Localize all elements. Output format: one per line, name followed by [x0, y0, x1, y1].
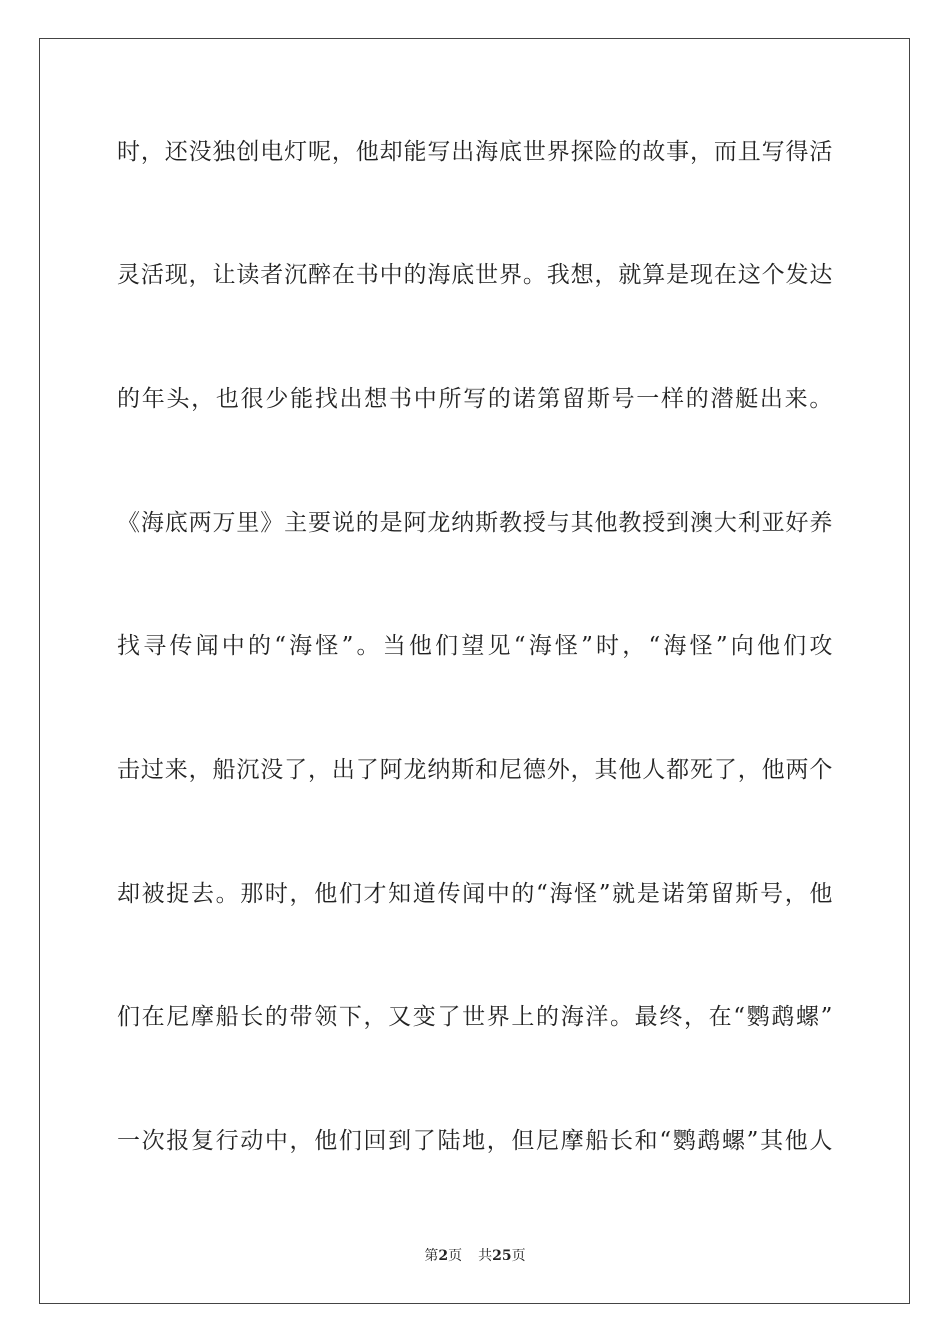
total-suffix: 页	[511, 1248, 526, 1264]
text-line: 找寻传闻中的“海怪”。当他们望见“海怪”时，“海怪”向他们攻	[117, 633, 833, 659]
total-page-count: 25	[492, 1248, 512, 1264]
text-line: 却被捉去。那时，他们才知道传闻中的“海怪”就是诺第留斯号，他	[117, 881, 833, 907]
text-line: 灵活现，让读者沉醉在书中的海底世界。我想，就算是现在这个发达	[117, 262, 833, 288]
total-prefix: 共	[478, 1248, 493, 1264]
current-page-number: 2	[438, 1248, 449, 1264]
text-line: 《海底两万里》主要说的是阿龙纳斯教授与其他教授到澳大利亚好养	[117, 510, 833, 536]
text-line: 们在尼摩船长的带领下，又变了世界上的海洋。最终，在“鹦鹉螺”	[117, 1004, 833, 1030]
text-line: 一次报复行动中，他们回到了陆地，但尼摩船长和“鹦鹉螺”其他人	[117, 1128, 833, 1154]
text-line: 时，还没独创电灯呢，他却能写出海底世界探险的故事，而且写得活	[117, 139, 833, 165]
page-border	[39, 38, 910, 1304]
page-footer	[0, 1246, 950, 1266]
page-prefix: 第	[424, 1248, 439, 1264]
page-suffix: 页	[448, 1248, 463, 1264]
text-line: 的年头，也很少能找出想书中所写的诺第留斯号一样的潜艇出来。	[117, 386, 833, 412]
text-line: 击过来，船沉没了，出了阿龙纳斯和尼德外，其他人都死了，他两个	[117, 757, 833, 783]
